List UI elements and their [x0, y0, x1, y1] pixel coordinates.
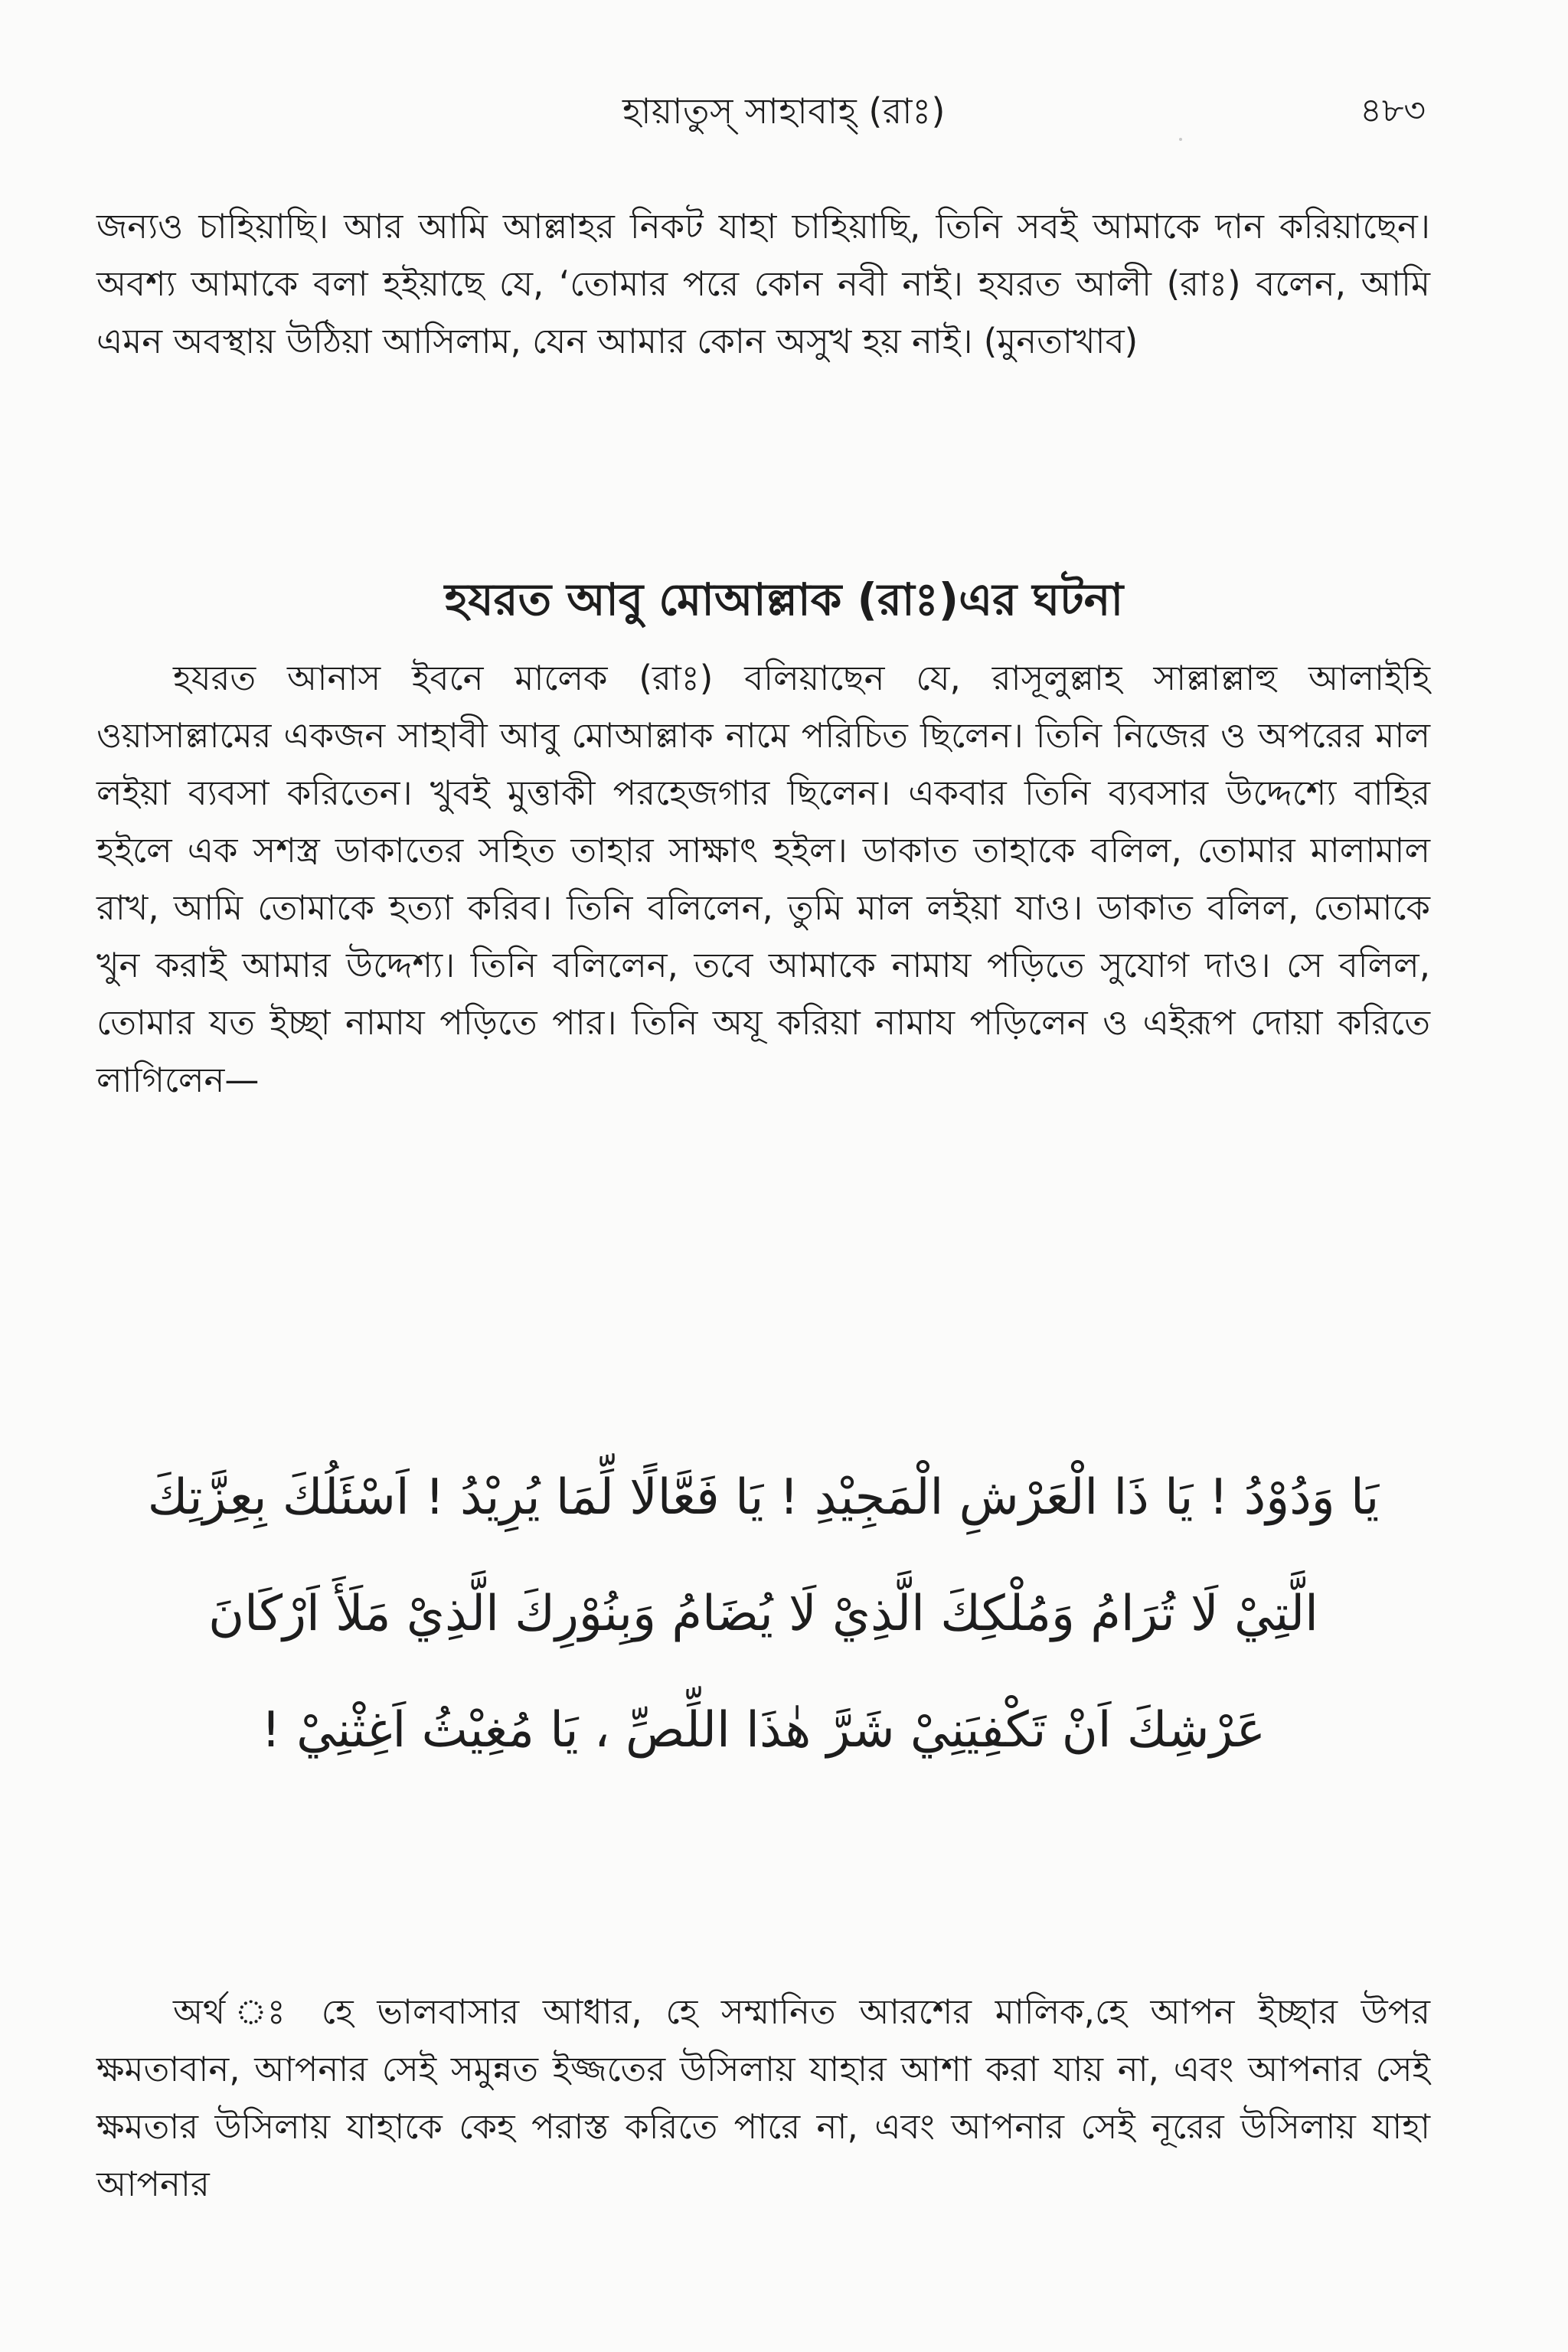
arabic-dua-block [96, 1439, 1430, 1788]
intro-paragraph: জন্যও চাহিয়াছি। আর আমি আল্লাহর নিকট যাহা চাহিয়াছি, তিনি সবই আমাকে দান করিয়াছেন। অবশ্য আমাকে বলা হইয়াছে যে, ‘তোমার পরে কোন নবী নাই। হযরত আলী (রাঃ) বলেন, আমি এমন অবস্থায় উঠিয়া আসিলাম, যেন আমার কোন অসুখ হয় নাই। (মুনতাখাব) [96, 206, 1430, 361]
arabic-dua-line-2: الَّتِيْ لَا تُرَامُ وَمُلْكِكَ الَّذِيْ لَا يُضَامُ وَبِنُوْرِكَ الَّذِيْ مَلَأَ اَرْكَانَ [208, 1586, 1318, 1642]
meaning-paragraph: অর্থ ঃ হে ভালবাসার আধার, হে সম্মানিত আরশের মালিক,হে আপন ইচ্ছার উপর ক্ষমতাবান, আপনার সেই সমুন্নত ইজ্জতের উসিলায় যাহার আশা করা যায় না, এবং আপনার সেই ক্ষমতার উসিলায় যাহাকে কেহ পরাস্ত করিতে পারে না, এবং আপনার সেই নূরের উসিলায় যাহা আপনার [96, 1991, 1430, 2204]
meaning-block [96, 1983, 1430, 2213]
section-heading: হযরত আবু মোআল্লাক (রাঃ)এর ঘটনা [444, 573, 1124, 626]
story-paragraph: হযরত আনাস ইবনে মালেক (রাঃ) বলিয়াছেন যে, রাসূলুল্লাহ সাল্লাল্লাহু আলাইহি ওয়াসাল্লামের একজন সাহাবী আবু মোআল্লাক নামে পরিচিত ছিলেন। তিনি নিজের ও অপরের মাল লইয়া ব্যবসা করিতেন। খুবই মুত্তাকী পরহেজগার ছিলেন। একবার তিনি ব্যবসার উদ্দেশ্যে বাহির হইলে এক সশস্ত্র ডাকাতের সহিত তাহার সাক্ষাৎ হইল। ডাকাত তাহাকে বলিল, তোমার মালামাল রাখ, আমি তোমাকে হত্যা করিব। তিনি বলিলেন, তুমি মাল লইয়া যাও। ডাকাত বলিল, তোমাকে খুন করাই আমার উদ্দেশ্য। তিনি বলিলেন, তবে আমাকে নামায পড়িতে সুযোগ দাও। সে বলিল, তোমার যত ইচ্ছা নামায পড়িতে পার। তিনি অযূ করিয়া নামায পড়িলেন ও এইরূপ দোয়া করিতে লাগিলেন— [96, 658, 1430, 1100]
intro-block [96, 198, 1430, 370]
running-header [0, 84, 1568, 138]
paper-speck [1179, 138, 1182, 141]
story-block [96, 649, 1430, 1109]
running-title: হায়াতুস্ সাহাবাহ্ (রাঃ) [622, 90, 946, 132]
arabic-dua-line-1: يَا وَدُوْدُ ! يَا ذَا الْعَرْشِ الْمَجِيْدِ ! يَا فَعَّالًا لِّمَا يُرِيْدُ ! اَسْئَلُكَ بِعِزَّتِكَ [147, 1469, 1380, 1526]
arabic-dua-line-3: عَرْشِكَ اَنْ تَكْفِيَنِيْ شَرَّ هٰذَا اللِّصِّ ، يَا مُغِيْثُ اَغِثْنِيْ ! [261, 1702, 1266, 1759]
page-number: ৪৮৩ [1360, 91, 1426, 130]
